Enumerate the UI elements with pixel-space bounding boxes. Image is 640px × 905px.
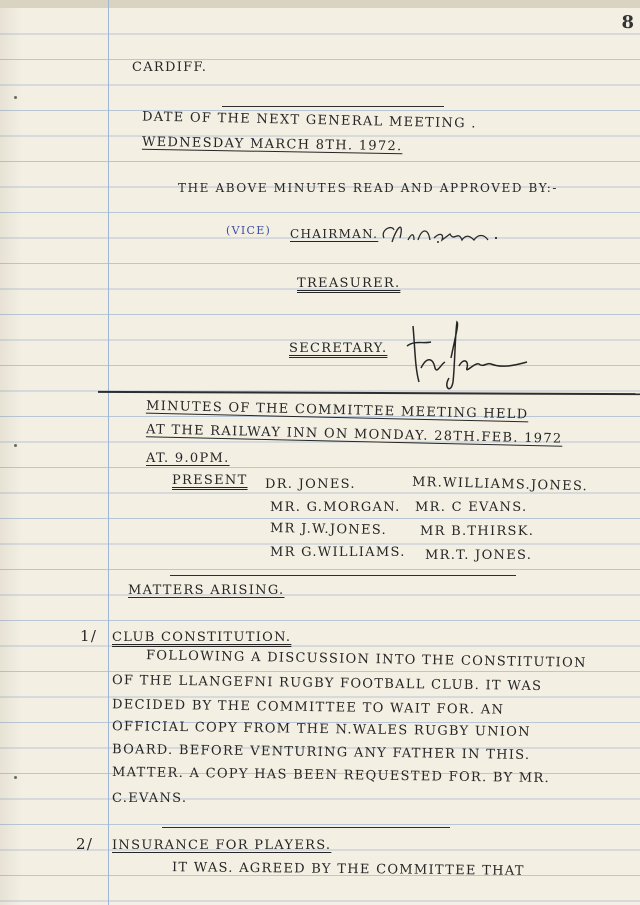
chairman-signature	[378, 220, 518, 248]
attendee: MR.WILLIAMS.JONES.	[411, 474, 589, 495]
item1-line: FOLLOWING A DISCUSSION INTO THE CONSTITUTION	[145, 648, 587, 671]
punch-mark	[14, 96, 17, 99]
next-meeting-line2: WEDNESDAY MARCH 8TH. 1972.	[141, 134, 403, 155]
attendee: MR J.W.JONES.	[269, 520, 388, 539]
secretary-label: SECRETARY.	[289, 341, 388, 356]
attendee: MR G.WILLIAMS.	[270, 545, 406, 560]
attendee: MR. C EVANS.	[415, 500, 528, 515]
item1-line: BOARD. BEFORE VENTURING ANY FATHER IN THIS.	[111, 742, 531, 763]
approval-statement: THE ABOVE MINUTES READ AND APPROVED BY:-	[178, 181, 559, 195]
attendee: DR. JONES.	[265, 477, 356, 492]
section-divider	[222, 106, 444, 107]
vice-note: (VICE)	[226, 224, 272, 237]
location-heading: CARDIFF.	[132, 60, 208, 75]
committee-meeting-line3: AT. 9.0PM.	[146, 451, 230, 466]
item1-line: DECIDED BY THE COMMITTEE TO WAIT FOR. AN	[111, 697, 505, 718]
matters-arising-heading: MATTERS ARISING.	[128, 583, 285, 598]
section-divider	[98, 391, 640, 395]
page-top-edge	[0, 0, 640, 8]
punch-mark	[14, 444, 17, 447]
committee-meeting-line1: MINUTES OF THE COMMITTEE MEETING HELD	[145, 398, 529, 423]
item1-line: OF THE LLANGEFNI RUGBY FOOTBALL CLUB. IT WAS	[111, 672, 543, 695]
section-divider	[162, 827, 450, 828]
page-number: 8	[621, 12, 634, 33]
attendee: MR. G.MORGAN.	[270, 500, 401, 515]
treasurer-label: TREASURER.	[297, 276, 401, 291]
punch-mark	[14, 776, 17, 779]
item1-line: C.EVANS.	[112, 791, 188, 806]
item1-number: 1/	[80, 627, 98, 645]
attendee: MR.T. JONES.	[425, 548, 533, 563]
next-meeting-line1: DATE OF THE NEXT GENERAL MEETING .	[141, 109, 477, 132]
present-label: PRESENT	[172, 473, 248, 488]
item2-number: 2/	[76, 835, 94, 853]
item1-line: MATTER. A COPY HAS BEEN REQUESTED FOR. BY MR.	[111, 764, 551, 787]
chairman-label: CHAIRMAN.	[290, 227, 379, 241]
secretary-signature	[405, 318, 535, 404]
attendee: MR B.THIRSK.	[420, 524, 535, 539]
section-divider	[170, 575, 516, 576]
item2-heading: INSURANCE FOR PLAYERS.	[112, 838, 332, 853]
item2-line: IT WAS. AGREED BY THE COMMITTEE THAT	[171, 860, 525, 879]
committee-meeting-line2: AT THE RAILWAY INN ON MONDAY. 28TH.FEB. 1972	[145, 422, 563, 447]
margin-line	[108, 0, 109, 905]
item1-heading: CLUB CONSTITUTION.	[112, 630, 292, 645]
item1-line: OFFICIAL COPY FROM THE N.WALES RUGBY UNION	[111, 719, 531, 740]
